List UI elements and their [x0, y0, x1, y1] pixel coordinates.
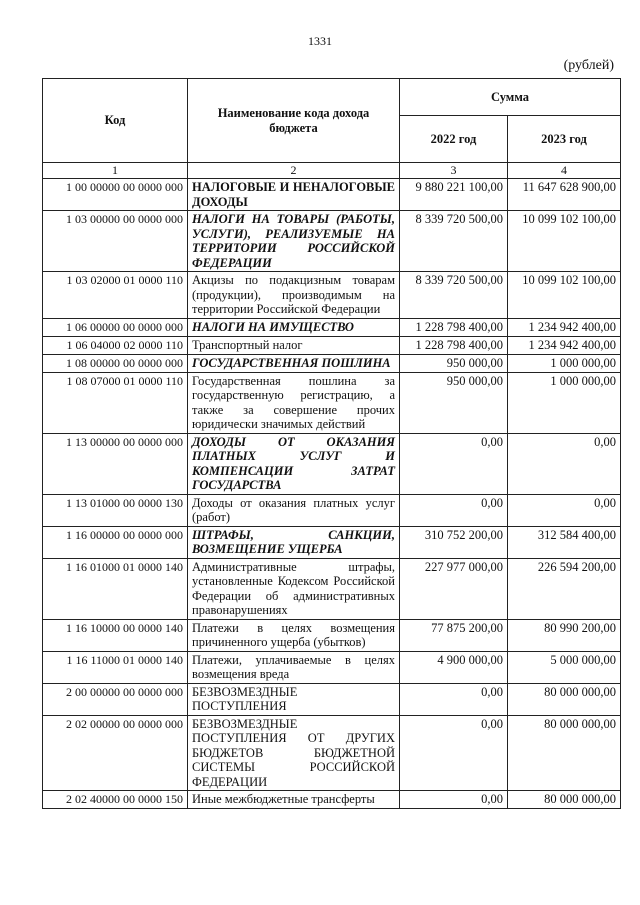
amount-2022-cell: 1 228 798 400,00 [400, 336, 508, 354]
code-cell: 2 02 40000 00 0000 150 [43, 791, 188, 809]
code-cell: 2 02 00000 00 0000 000 [43, 715, 188, 791]
code-cell: 1 16 01000 01 0000 140 [43, 558, 188, 619]
column-index: 1 [43, 163, 188, 179]
amount-2023-cell: 80 990 200,00 [508, 619, 621, 651]
table-row [43, 494, 621, 526]
code-cell: 1 08 00000 00 0000 000 [43, 354, 188, 372]
code-cell: 1 16 10000 00 0000 140 [43, 619, 188, 651]
amount-2022-cell: 4 900 000,00 [400, 651, 508, 683]
code-cell: 1 16 00000 00 0000 000 [43, 526, 188, 558]
amount-2022-cell: 8 339 720 500,00 [400, 272, 508, 319]
table-row [43, 433, 621, 494]
table-row [43, 372, 621, 433]
name-cell: Акцизы по подакцизным товарам (продукции), производимым на территории Российской Федерации [188, 272, 400, 319]
column-index: 4 [508, 163, 621, 179]
revenue-table [42, 78, 621, 809]
table-row [43, 558, 621, 619]
amount-2023-cell: 0,00 [508, 494, 621, 526]
amount-2022-cell: 950 000,00 [400, 354, 508, 372]
header-year-2023: 2023 год [508, 116, 621, 163]
table-row [43, 526, 621, 558]
amount-2022-cell: 227 977 000,00 [400, 558, 508, 619]
name-cell: БЕЗВОЗМЕЗДНЫЕ ПОСТУПЛЕНИЯ [188, 683, 400, 715]
amount-2023-cell: 312 584 400,00 [508, 526, 621, 558]
amount-2023-cell: 0,00 [508, 433, 621, 494]
name-cell: НАЛОГОВЫЕ И НЕНАЛОГОВЫЕ ДОХОДЫ [188, 179, 400, 211]
table-row [43, 683, 621, 715]
amount-2023-cell: 80 000 000,00 [508, 715, 621, 791]
amount-2022-cell: 1 228 798 400,00 [400, 318, 508, 336]
column-index: 2 [188, 163, 400, 179]
table-row [43, 211, 621, 272]
amount-2022-cell: 950 000,00 [400, 372, 508, 433]
table-row [43, 619, 621, 651]
amount-2023-cell: 1 234 942 400,00 [508, 318, 621, 336]
amount-2023-cell: 1 234 942 400,00 [508, 336, 621, 354]
amount-2023-cell: 226 594 200,00 [508, 558, 621, 619]
code-cell: 1 06 00000 00 0000 000 [43, 318, 188, 336]
code-cell: 2 00 00000 00 0000 000 [43, 683, 188, 715]
column-index: 3 [400, 163, 508, 179]
code-cell: 1 03 00000 00 0000 000 [43, 211, 188, 272]
table-row [43, 179, 621, 211]
units-label: (рублей) [563, 58, 614, 73]
name-cell: НАЛОГИ НА ТОВАРЫ (РАБОТЫ, УСЛУГИ), РЕАЛИЗУЕМЫЕ НА ТЕРРИТОРИИ РОССИЙСКОЙ ФЕДЕРАЦИИ [188, 211, 400, 272]
name-cell: Иные межбюджетные трансферты [188, 791, 400, 809]
amount-2023-cell: 80 000 000,00 [508, 683, 621, 715]
name-cell: ГОСУДАРСТВЕННАЯ ПОШЛИНА [188, 354, 400, 372]
name-cell: Доходы от оказания платных услуг (работ) [188, 494, 400, 526]
table-row [43, 272, 621, 319]
amount-2022-cell: 0,00 [400, 683, 508, 715]
amount-2022-cell: 0,00 [400, 715, 508, 791]
header-name: Наименование кода дохода бюджета [188, 79, 400, 163]
table-row [43, 354, 621, 372]
amount-2023-cell: 80 000 000,00 [508, 791, 621, 809]
table-row [43, 318, 621, 336]
header-sum: Сумма [400, 79, 621, 116]
code-cell: 1 16 11000 01 0000 140 [43, 651, 188, 683]
amount-2023-cell: 11 647 628 900,00 [508, 179, 621, 211]
amount-2022-cell: 310 752 200,00 [400, 526, 508, 558]
code-cell: 1 08 07000 01 0000 110 [43, 372, 188, 433]
name-cell: БЕЗВОЗМЕЗДНЫЕ ПОСТУПЛЕНИЯ ОТ ДРУГИХ БЮДЖЕТОВ БЮДЖЕТНОЙ СИСТЕМЫ РОССИЙСКОЙ ФЕДЕРАЦИИ [188, 715, 400, 791]
name-cell: Транспортный налог [188, 336, 400, 354]
name-cell: Платежи в целях возмещения причиненного ущерба (убытков) [188, 619, 400, 651]
amount-2023-cell: 10 099 102 100,00 [508, 272, 621, 319]
table-row [43, 791, 621, 809]
page-number: 1331 [308, 34, 332, 48]
name-cell: Платежи, уплачиваемые в целях возмещения вреда [188, 651, 400, 683]
name-cell: ДОХОДЫ ОТ ОКАЗАНИЯ ПЛАТНЫХ УСЛУГ И КОМПЕНСАЦИИ ЗАТРАТ ГОСУДАРСТВА [188, 433, 400, 494]
header-code: Код [43, 79, 188, 163]
name-cell: НАЛОГИ НА ИМУЩЕСТВО [188, 318, 400, 336]
table-row [43, 715, 621, 791]
code-cell: 1 00 00000 00 0000 000 [43, 179, 188, 211]
amount-2022-cell: 0,00 [400, 494, 508, 526]
amount-2022-cell: 0,00 [400, 791, 508, 809]
amount-2022-cell: 77 875 200,00 [400, 619, 508, 651]
table-row [43, 336, 621, 354]
name-cell: Государственная пошлина за государственную регистрацию, а также за совершение прочих юридически значимых действий [188, 372, 400, 433]
amount-2022-cell: 0,00 [400, 433, 508, 494]
code-cell: 1 06 04000 02 0000 110 [43, 336, 188, 354]
header-year-2022: 2022 год [400, 116, 508, 163]
amount-2023-cell: 1 000 000,00 [508, 372, 621, 433]
amount-2022-cell: 8 339 720 500,00 [400, 211, 508, 272]
amount-2022-cell: 9 880 221 100,00 [400, 179, 508, 211]
table-row [43, 651, 621, 683]
amount-2023-cell: 10 099 102 100,00 [508, 211, 621, 272]
name-cell: Административные штрафы, установленные Кодексом Российской Федерации об административных правонарушениях [188, 558, 400, 619]
code-cell: 1 13 00000 00 0000 000 [43, 433, 188, 494]
code-cell: 1 03 02000 01 0000 110 [43, 272, 188, 319]
amount-2023-cell: 5 000 000,00 [508, 651, 621, 683]
code-cell: 1 13 01000 00 0000 130 [43, 494, 188, 526]
amount-2023-cell: 1 000 000,00 [508, 354, 621, 372]
name-cell: ШТРАФЫ, САНКЦИИ, ВОЗМЕЩЕНИЕ УЩЕРБА [188, 526, 400, 558]
